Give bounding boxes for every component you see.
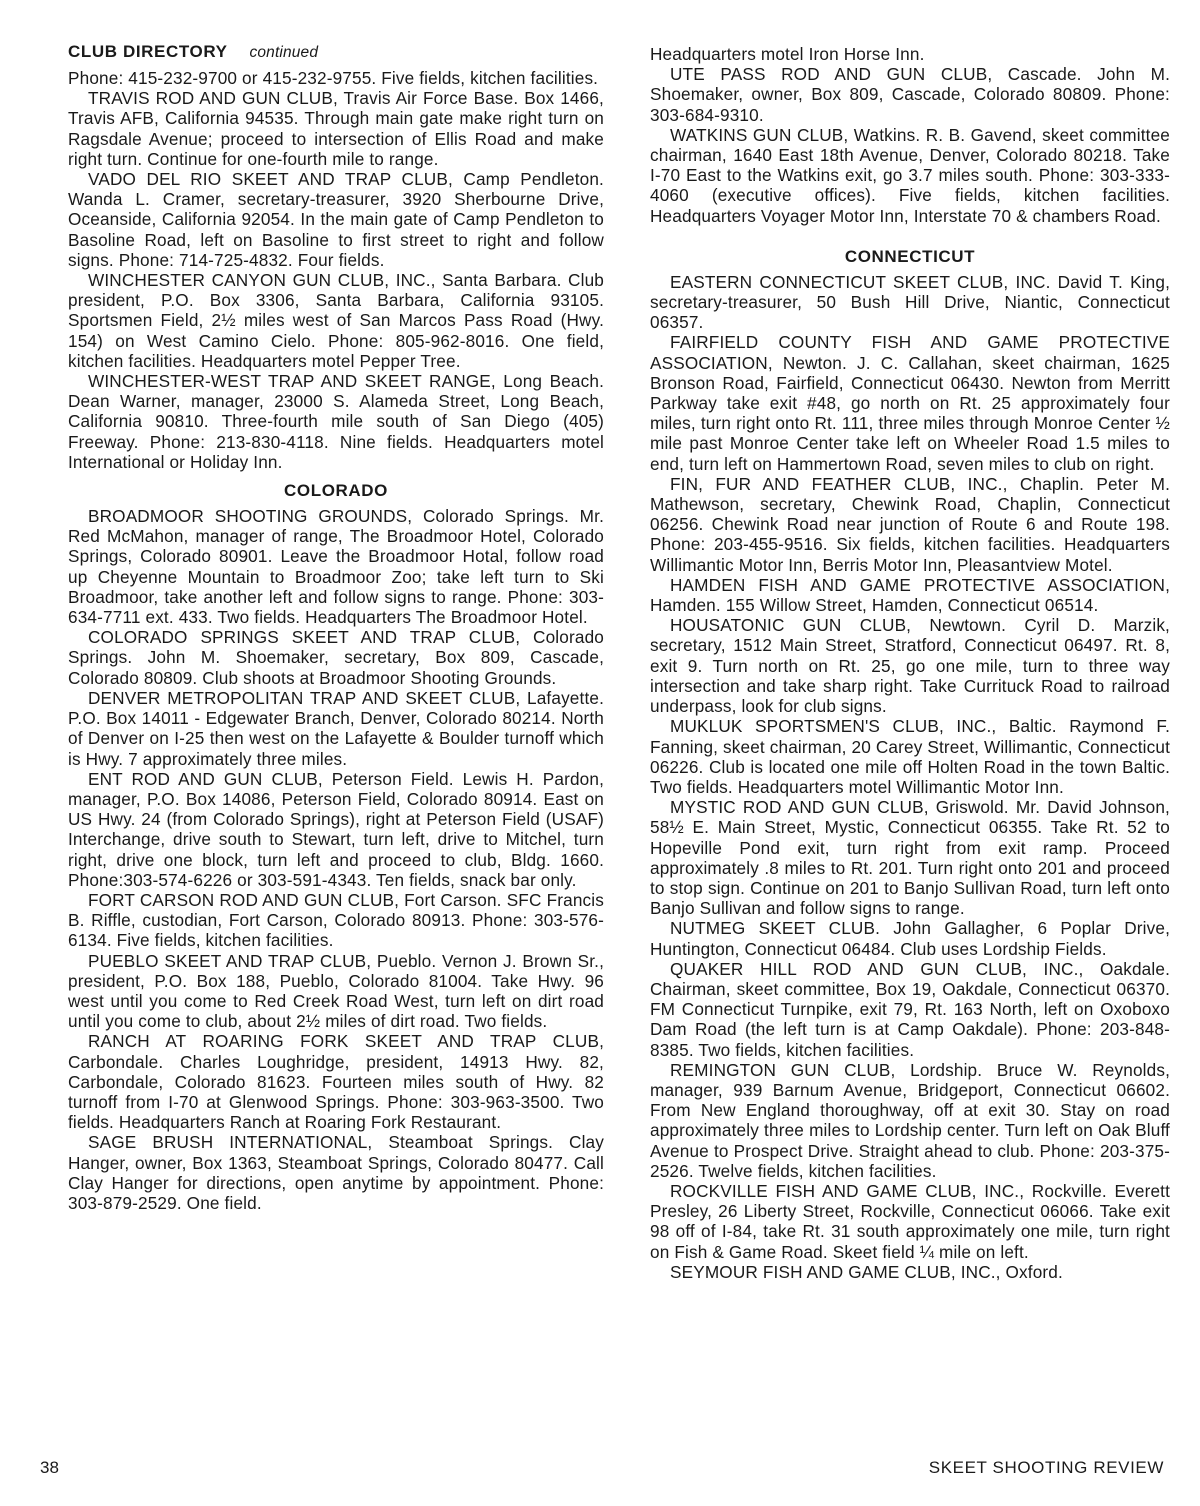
club-entry: NUTMEG SKEET CLUB. John Gallagher, 6 Poplar Drive, Huntington, Connecticut 06484. Club uses Lordship Fields. — [650, 918, 1170, 959]
club-entry: REMINGTON GUN CLUB, Lordship. Bruce W. Reynolds, manager, 939 Barnum Avenue, Bridgeport, Connecticut 06602. From New England thoroughway, off at exit 30. Stay on road approximately three miles to Lordship center. Turn left on Oak Bluff Avenue to Prospect Drive. Straight ahead to club. Phone: 203-375-2526. Twelve fields, kitchen facilities. — [650, 1059, 1170, 1181]
club-entry: WATKINS GUN CLUB, Watkins. R. B. Gavend, skeet committee chairman, 1640 East 18th Avenue, Denver, Colorado 80218. Take I-70 East to the Watkins exit, go 3.7 miles south. Phone: 303-333-4060 (executive offices). Five fields, kitchen facilities. Headquarters Voyager Motor Inn, Interstate 70 & chambers Road. — [650, 124, 1170, 226]
directory-title: CLUB DIRECTORY — [68, 42, 228, 61]
directory-header — [68, 40, 604, 64]
right-column — [650, 44, 1170, 1282]
state-heading: COLORADO — [284, 481, 388, 501]
page-number: 38 — [40, 1458, 59, 1477]
club-entry: UTE PASS ROD AND GUN CLUB, Cascade. John M. Shoemaker, owner, Box 809, Cascade, Colorado 80809. Phone: 303-684-9310. — [650, 64, 1170, 125]
club-entry: PUEBLO SKEET AND TRAP CLUB, Pueblo. Vernon J. Brown Sr., president, P.O. Box 188, Pueblo, Colorado 81004. Take Hwy. 96 west until you come to Red Creek Road West, turn left on dirt road until you come to club, about 2½ miles of dirt road. Two fields. — [68, 950, 604, 1032]
club-entry: VADO DEL RIO SKEET AND TRAP CLUB, Camp Pendleton. Wanda L. Cramer, secretary-treasurer, 3920 Sherbourne Drive, Oceanside, California 92054. In the main gate of Camp Pendleton to Basoline Road, left on Basoline to first street to right and follow signs. Phone: 714-725-4832. Four fields. — [68, 169, 604, 270]
club-entry: WINCHESTER-WEST TRAP AND SKEET RANGE, Long Beach. Dean Warner, manager, 23000 S. Alameda Street, Long Beach, California 90810. Three-fourth mile south of San Diego (405) Freeway. Phone: 213-830-4118. Nine fields. Headquarters motel International or Holiday Inn. — [68, 371, 604, 472]
club-entry: TRAVIS ROD AND GUN CLUB, Travis Air Force Base. Box 1466, Travis AFB, California 94535. Through main gate make right turn on Ragsdale Avenue; proceed to intersection of Ellis Road and make right turn. Continue for one-fourth mile to range. — [68, 88, 604, 169]
club-entry: DENVER METROPOLITAN TRAP AND SKEET CLUB, Lafayette. P.O. Box 14011 - Edgewater Branch, Denver, Colorado 80214. North of Denver on I-25 then west on the Lafayette & Boulder turnoff which is Hwy. 7 approximately three miles. — [68, 687, 604, 769]
entry-continuation: Phone: 415-232-9700 or 415-232-9755. Five fields, kitchen facilities. — [68, 68, 599, 88]
club-entry: COLORADO SPRINGS SKEET AND TRAP CLUB, Colorado Springs. John M. Shoemaker, secretary, Box 809, Cascade, Colorado 80809. Club shoots at Broadmoor Shooting Grounds. — [68, 627, 604, 688]
club-entry: MUKLUK SPORTSMEN'S CLUB, INC., Baltic. Raymond F. Fanning, skeet chairman, 20 Carey Street, Willimantic, Connecticut 06226. Club is located one mile off Holten Road in the town Baltic. Two fields. Headquarters motel Willimantic Motor Inn. — [650, 716, 1171, 797]
club-entry: BROADMOOR SHOOTING GROUNDS, Colorado Springs. Mr. Red McMahon, manager of range, The Broadmoor Hotel, Colorado Springs, Colorado 80901. Leave the Broadmoor Hotal, follow road up Cheyenne Mountain to Broadmoor Zoo; take left turn to Ski Broadmoor, take another left and follow signs to range. Phone: 303-634-7711 ext. 433. Two fields. Headquarters The Broadmoor Hotel. — [68, 506, 604, 628]
club-entry: SAGE BRUSH INTERNATIONAL, Steamboat Springs. Clay Hanger, owner, Box 1363, Steamboat Springs, Colorado 80477. Call Clay Hanger for directions, open anytime by appointment. Phone: 303-879-2529. One field. — [68, 1132, 604, 1213]
club-entry: ROCKVILLE FISH AND GAME CLUB, INC., Rockville. Everett Presley, 26 Liberty Street, Rockville, Connecticut 06066. Take exit 98 off of I-84, take Rt. 31 south approximately one mile, turn right on Fish & Game Road. Skeet field ¼ mile on left. — [650, 1180, 1170, 1262]
club-entry: HAMDEN FISH AND GAME PROTECTIVE ASSOCIATION, Hamden. 155 Willow Street, Hamden, Connecticut 06514. — [650, 574, 1170, 616]
left-column — [68, 40, 604, 1213]
club-entry: QUAKER HILL ROD AND GUN CLUB, INC., Oakdale. Chairman, skeet committee, Box 19, Oakdale, Connecticut 06370. FM Connecticut Turnpike, exit 79, Rt. 163 North, left on Oxoboxo Dam Road (the left turn is at Camp Oakdale). Phone: 203-848-8385. Two fields, kitchen facilities. — [650, 958, 1170, 1060]
entry-continuation: Headquarters motel Iron Horse Inn. — [650, 44, 925, 64]
club-entry: RANCH AT ROARING FORK SKEET AND TRAP CLUB, Carbondale. Charles Loughridge, president, 14913 Hwy. 82, Carbondale, Colorado 81623. Fourteen miles south of Hwy. 82 turnoff from I-70 at Glenwood Springs. Phone: 303-963-3500. Two fields. Headquarters Ranch at Roaring Fork Restaurant. — [68, 1031, 604, 1133]
club-entry: FIN, FUR AND FEATHER CLUB, INC., Chaplin. Peter M. Mathewson, secretary, Chewink Road, Chaplin, Connecticut 06256. Chewink Road near junction of Route 6 and Route 198. Phone: 203-455-9516. Six fields, kitchen facilities. Headquarters Willimantic Motor Inn, Berris Motor Inn, Pleasantview Motel. — [650, 473, 1170, 575]
club-entry: HOUSATONIC GUN CLUB, Newtown. Cyril D. Marzik, secretary, 1512 Main Street, Stratford, Connecticut 06497. Rt. 8, exit 9. Turn north on Rt. 25, go one mile, turn to three way intersection and take sharp right. Take Currituck Road to railroad underpass, look for club signs. — [650, 615, 1170, 717]
right-column-body — [650, 44, 1170, 1282]
club-entry: WINCHESTER CANYON GUN CLUB, INC., Santa Barbara. Club president, P.O. Box 3306, Santa Barbara, California 93105. Sportsmen Field, 2½ miles west of San Marcos Pass Road (Hwy. 154) on West Camino Cielo. Phone: 805-962-8016. One field, kitchen facilities. Headquarters motel Pepper Tree. — [68, 270, 604, 371]
state-heading: CONNECTICUT — [844, 246, 976, 266]
club-entry: ENT ROD AND GUN CLUB, Peterson Field. Lewis H. Pardon, manager, P.O. Box 14086, Peterson Field, Colorado 80914. East on US Hwy. 24 (from Colorado Springs), right at Peterson Field (USAF) Interchange, drive south to Stewart, turn left, drive to Mitchel, turn right, drive one block, turn left and proceed to club, Bldg. 1660. Phone:303-574-6226 or 303-591-4343. Ten fields, snack bar only. — [68, 768, 604, 890]
club-entry: FORT CARSON ROD AND GUN CLUB, Fort Carson. SFC Francis B. Riffle, custodian, Fort Carson, Colorado 80913. Phone: 303-576-6134. Five fields, kitchen facilities. — [68, 889, 604, 951]
publication-name: SKEET SHOOTING REVIEW — [928, 1458, 1164, 1477]
club-entry: FAIRFIELD COUNTY FISH AND GAME PROTECTIVE ASSOCIATION, Newton. J. C. Callahan, skeet chairman, 1625 Bronson Road, Fairfield, Connecticut 06430. Newton from Merritt Parkway take exit #48, go north on Rt. 25 approximately four miles, turn right onto Rt. 111, three miles through Monroe Center ½ mile past Monroe Center take left on Wheeler Road 1.5 miles to end, turn left on Hammertown Road, seven miles to club on right. — [650, 332, 1170, 474]
directory-subtitle: continued — [249, 44, 319, 61]
left-column-body — [68, 68, 604, 1213]
club-entry: MYSTIC ROD AND GUN CLUB, Griswold. Mr. David Johnson, 58½ E. Main Street, Mystic, Connecticut 06355. Take Rt. 52 to Hopeville Pond exit, turn right from exit ramp. Proceed approximately .8 miles to Rt. 201. Turn right onto 201 and proceed to stop sign. Continue on 201 to Banjo Sullivan Road, turn left onto Banjo Sullivan and follow signs to range. — [650, 797, 1170, 919]
club-entry: SEYMOUR FISH AND GAME CLUB, INC., Oxford. — [670, 1261, 1063, 1282]
club-entry: EASTERN CONNECTICUT SKEET CLUB, INC. David T. King, secretary-treasurer, 50 Bush Hill Drive, Niantic, Connecticut 06357. — [650, 271, 1170, 333]
